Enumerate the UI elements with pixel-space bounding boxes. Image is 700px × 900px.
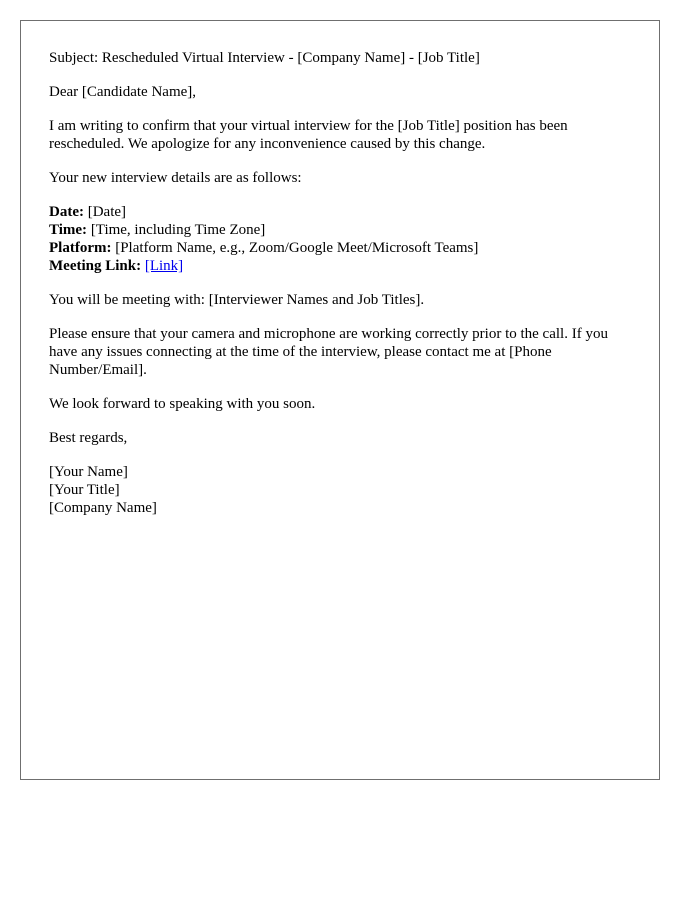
details-intro-paragraph: Your new interview details are as follows: bbox=[49, 170, 302, 186]
instructions-paragraph: Please ensure that your camera and microphone are working correctly prior to the call. If you have any issues connecting at the time of the interview, please contact me at [Phone Number/Email]. bbox=[49, 326, 608, 378]
closing-paragraph: We look forward to speaking with you soon. bbox=[49, 396, 316, 412]
platform-label: Platform: bbox=[49, 240, 112, 256]
time-detail bbox=[49, 221, 639, 239]
salutation: Dear [Candidate Name], bbox=[49, 84, 197, 100]
time-label: Time: bbox=[49, 222, 88, 238]
signature-block bbox=[49, 463, 639, 517]
signature-name: [Your Name] bbox=[49, 464, 128, 480]
meeting-link-label: Meeting Link: bbox=[49, 258, 142, 274]
signature-title: [Your Title] bbox=[49, 482, 120, 498]
subject-line: Subject: Rescheduled Virtual Interview - [Company Name] - [Job Title] bbox=[49, 50, 480, 66]
signature-company: [Company Name] bbox=[49, 500, 157, 516]
platform-value: [Platform Name, e.g., Zoom/Google Meet/Microsoft Teams] bbox=[111, 240, 479, 256]
date-label: Date: bbox=[49, 204, 84, 220]
interview-details bbox=[49, 203, 639, 275]
meeting-link-detail bbox=[49, 257, 639, 275]
sign-off: Best regards, bbox=[49, 430, 128, 446]
time-value: [Time, including Time Zone] bbox=[87, 222, 266, 238]
interviewers-paragraph: You will be meeting with: [Interviewer Names and Job Titles]. bbox=[49, 292, 425, 308]
meeting-link[interactable]: [Link] bbox=[144, 258, 184, 274]
date-value: [Date] bbox=[83, 204, 127, 220]
platform-detail bbox=[49, 239, 639, 257]
letter-page bbox=[20, 20, 660, 780]
date-detail bbox=[49, 203, 639, 221]
letter-body bbox=[49, 49, 639, 517]
confirmation-paragraph: I am writing to confirm that your virtual interview for the [Job Title] position has been rescheduled. We apologize for any inconvenience caused by this change. bbox=[49, 118, 568, 152]
